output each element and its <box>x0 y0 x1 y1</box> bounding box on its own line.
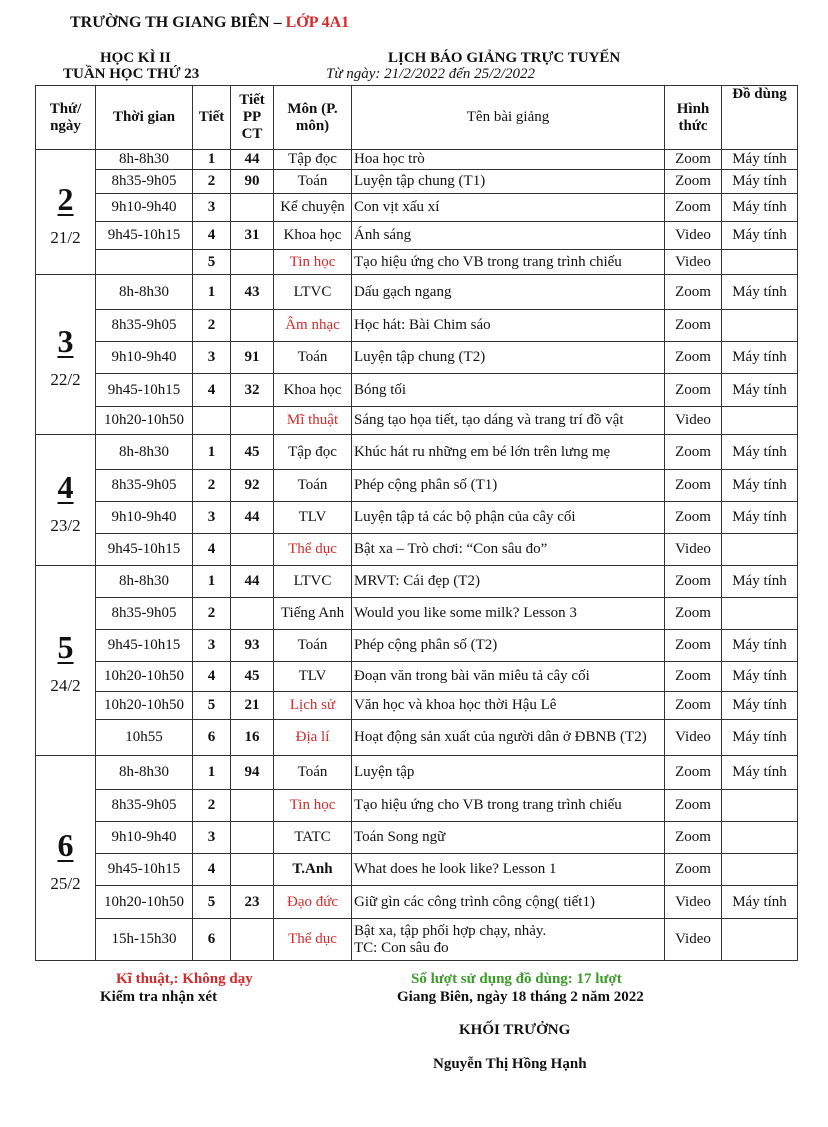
period-cell: 1 <box>193 150 231 170</box>
equipment-cell: Máy tính <box>722 275 798 310</box>
ppct-cell <box>231 919 274 961</box>
period-cell: 2 <box>193 598 231 630</box>
period-cell: 6 <box>193 919 231 961</box>
period-cell <box>193 407 231 435</box>
time-cell: 8h35-9h05 <box>96 598 193 630</box>
lesson-cell: Luyện tập <box>352 756 665 790</box>
subject-cell: Toán <box>274 470 352 502</box>
table-row <box>36 250 798 275</box>
subject-cell: Toán <box>274 756 352 790</box>
col-header-day: Thứ/ ngày <box>36 86 96 150</box>
lesson-cell: What does he look like? Lesson 1 <box>352 854 665 886</box>
format-cell: Zoom <box>665 170 722 194</box>
day-cell <box>36 566 96 756</box>
lesson-cell: Tạo hiệu ứng cho VB trong trang trình chiếu <box>352 790 665 822</box>
format-cell: Video <box>665 886 722 919</box>
format-cell: Zoom <box>665 275 722 310</box>
format-cell: Zoom <box>665 822 722 854</box>
table-row <box>36 275 798 310</box>
equipment-cell: Máy tính <box>722 566 798 598</box>
time-cell: 9h10-9h40 <box>96 342 193 374</box>
equipment-cell: Máy tính <box>722 222 798 250</box>
period-cell: 4 <box>193 662 231 692</box>
time-cell: 10h20-10h50 <box>96 662 193 692</box>
period-cell: 1 <box>193 756 231 790</box>
table-row <box>36 342 798 374</box>
ppct-cell: 45 <box>231 662 274 692</box>
table-row <box>36 310 798 342</box>
equipment-cell: Máy tính <box>722 502 798 534</box>
time-cell: 8h-8h30 <box>96 566 193 598</box>
ppct-cell: 31 <box>231 222 274 250</box>
table-row <box>36 692 798 720</box>
time-cell: 10h20-10h50 <box>96 886 193 919</box>
time-cell: 9h45-10h15 <box>96 854 193 886</box>
table-row <box>36 822 798 854</box>
period-cell: 3 <box>193 342 231 374</box>
period-cell: 3 <box>193 630 231 662</box>
class-name: LỚP 4A1 <box>285 14 350 31</box>
ppct-cell <box>231 790 274 822</box>
ppct-cell: 92 <box>231 470 274 502</box>
subject-cell: LTVC <box>274 275 352 310</box>
subject-cell: Khoa học <box>274 374 352 407</box>
format-cell: Zoom <box>665 435 722 470</box>
day-date: 21/2 <box>50 227 81 247</box>
lesson-cell: Học hát: Bài Chim sáo <box>352 310 665 342</box>
lesson-cell: Luyện tập chung (T2) <box>352 342 665 374</box>
time-cell: 9h45-10h15 <box>96 630 193 662</box>
format-cell: Zoom <box>665 374 722 407</box>
table-row <box>36 720 798 756</box>
time-cell: 10h20-10h50 <box>96 407 193 435</box>
equipment-cell: Máy tính <box>722 170 798 194</box>
lesson-cell: Đoạn văn trong bài văn miêu tả cây cối <box>352 662 665 692</box>
time-cell: 10h20-10h50 <box>96 692 193 720</box>
date-range: Từ ngày: 21/2/2022 đến 25/2/2022 <box>326 66 536 82</box>
day-number: 6 <box>57 826 74 863</box>
ppct-cell: 45 <box>231 435 274 470</box>
format-cell: Video <box>665 250 722 275</box>
note-right: Số lượt sử dụng đồ dùng: 17 lượt <box>411 971 622 987</box>
place-date: Giang Biên, ngày 18 tháng 2 năm 2022 <box>397 989 644 1005</box>
col-header-equipment: Đồ dùng <box>722 86 798 150</box>
day-number: 2 <box>57 180 74 217</box>
format-cell: Zoom <box>665 150 722 170</box>
time-cell: 10h55 <box>96 720 193 756</box>
period-cell: 4 <box>193 534 231 566</box>
ppct-cell: 16 <box>231 720 274 756</box>
time-cell: 15h-15h30 <box>96 919 193 961</box>
table-row <box>36 470 798 502</box>
ppct-cell: 90 <box>231 170 274 194</box>
equipment-cell <box>722 407 798 435</box>
format-cell: Zoom <box>665 310 722 342</box>
time-cell: 9h10-9h40 <box>96 502 193 534</box>
lesson-cell: Would you like some milk? Lesson 3 <box>352 598 665 630</box>
ppct-cell <box>231 194 274 222</box>
col-header-format: Hình thức <box>665 86 722 150</box>
ppct-cell <box>231 310 274 342</box>
table-row <box>36 598 798 630</box>
table-row <box>36 662 798 692</box>
equipment-cell: Máy tính <box>722 692 798 720</box>
ppct-cell <box>231 854 274 886</box>
period-cell: 5 <box>193 886 231 919</box>
format-cell: Zoom <box>665 662 722 692</box>
period-cell: 5 <box>193 250 231 275</box>
subject-cell: TLV <box>274 662 352 692</box>
period-cell: 6 <box>193 720 231 756</box>
table-row <box>36 566 798 598</box>
period-cell: 4 <box>193 222 231 250</box>
col-header-period: Tiết <box>193 86 231 150</box>
table-row <box>36 194 798 222</box>
format-cell: Video <box>665 222 722 250</box>
day-cell <box>36 150 96 275</box>
time-cell: 9h45-10h15 <box>96 222 193 250</box>
equipment-cell: Máy tính <box>722 150 798 170</box>
signer-role: KHỐI TRƯỞNG <box>459 1022 571 1038</box>
equipment-cell <box>722 822 798 854</box>
day-number: 4 <box>57 468 74 505</box>
lesson-cell: Giữ gìn các công trình công cộng( tiết1) <box>352 886 665 919</box>
subject-cell: Thể dục <box>274 919 352 961</box>
ppct-cell <box>231 598 274 630</box>
ppct-cell <box>231 250 274 275</box>
period-cell: 3 <box>193 194 231 222</box>
period-cell: 2 <box>193 170 231 194</box>
format-cell: Zoom <box>665 502 722 534</box>
subject-cell: TATC <box>274 822 352 854</box>
format-cell: Zoom <box>665 854 722 886</box>
time-cell <box>96 250 193 275</box>
format-cell: Zoom <box>665 194 722 222</box>
ppct-cell <box>231 407 274 435</box>
time-cell: 8h35-9h05 <box>96 310 193 342</box>
table-row <box>36 407 798 435</box>
week-label: TUẦN HỌC THỨ 23 <box>63 66 200 82</box>
format-cell: Zoom <box>665 790 722 822</box>
period-cell: 3 <box>193 822 231 854</box>
subject-cell: Tin học <box>274 790 352 822</box>
ppct-cell: 44 <box>231 502 274 534</box>
lesson-cell: Hoạt động sản xuất của người dân ở ĐBNB (T2) <box>352 720 665 756</box>
time-cell: 8h35-9h05 <box>96 790 193 822</box>
equipment-cell: Máy tính <box>722 662 798 692</box>
table-row <box>36 854 798 886</box>
page-title: LỊCH BÁO GIẢNG TRỰC TUYẾN <box>388 50 621 66</box>
lesson-cell: Tạo hiệu ứng cho VB trong trang trình chiếu <box>352 250 665 275</box>
ppct-cell: 23 <box>231 886 274 919</box>
format-cell: Zoom <box>665 566 722 598</box>
equipment-cell: Máy tính <box>722 470 798 502</box>
lesson-cell: Văn học và khoa học thời Hậu Lê <box>352 692 665 720</box>
format-cell: Zoom <box>665 598 722 630</box>
lesson-cell: Ánh sáng <box>352 222 665 250</box>
equipment-cell <box>722 310 798 342</box>
table-row <box>36 170 798 194</box>
lesson-cell: MRVT: Cái đẹp (T2) <box>352 566 665 598</box>
table-row <box>36 790 798 822</box>
subject-cell: Tin học <box>274 250 352 275</box>
format-cell: Zoom <box>665 692 722 720</box>
period-cell: 4 <box>193 374 231 407</box>
format-cell: Video <box>665 919 722 961</box>
equipment-cell <box>722 598 798 630</box>
format-cell: Zoom <box>665 630 722 662</box>
table-header-row <box>36 86 798 150</box>
format-cell: Video <box>665 720 722 756</box>
period-cell: 1 <box>193 566 231 598</box>
ppct-cell: 44 <box>231 566 274 598</box>
day-number: 3 <box>57 323 74 359</box>
period-cell: 4 <box>193 854 231 886</box>
lesson-cell: Bóng tối <box>352 374 665 407</box>
lesson-cell: Khúc hát ru những em bé lớn trên lưng mẹ <box>352 435 665 470</box>
equipment-cell <box>722 790 798 822</box>
lesson-cell: Luyện tập chung (T1) <box>352 170 665 194</box>
school-name: TRƯỜNG TH GIANG BIÊN – <box>70 14 286 31</box>
period-cell: 2 <box>193 470 231 502</box>
table-row <box>36 630 798 662</box>
period-cell: 2 <box>193 790 231 822</box>
lesson-cell: Con vịt xấu xí <box>352 194 665 222</box>
period-cell: 2 <box>193 310 231 342</box>
day-number: 5 <box>57 629 74 665</box>
subject-cell: Tập đọc <box>274 150 352 170</box>
format-cell: Zoom <box>665 756 722 790</box>
period-cell: 1 <box>193 275 231 310</box>
format-cell: Video <box>665 534 722 566</box>
note-left: Kĩ thuật,: Không dạy <box>116 971 253 987</box>
subject-cell: TLV <box>274 502 352 534</box>
table-row <box>36 222 798 250</box>
ppct-cell: 93 <box>231 630 274 662</box>
day-date: 22/2 <box>50 370 81 389</box>
subject-cell: Toán <box>274 170 352 194</box>
subject-cell: T.Anh <box>274 854 352 886</box>
format-cell: Video <box>665 407 722 435</box>
time-cell: 8h-8h30 <box>96 756 193 790</box>
lesson-cell: Phép cộng phân số (T2) <box>352 630 665 662</box>
period-cell: 5 <box>193 692 231 720</box>
day-date: 25/2 <box>50 873 81 893</box>
time-cell: 8h35-9h05 <box>96 470 193 502</box>
equipment-cell: Máy tính <box>722 886 798 919</box>
lesson-cell: Sáng tạo họa tiết, tạo dáng và trang trí đồ vật <box>352 407 665 435</box>
day-date: 24/2 <box>50 676 81 695</box>
time-cell: 8h-8h30 <box>96 275 193 310</box>
equipment-cell <box>722 854 798 886</box>
equipment-cell <box>722 919 798 961</box>
table-row <box>36 886 798 919</box>
day-date: 23/2 <box>50 515 81 535</box>
subject-cell: Tiếng Anh <box>274 598 352 630</box>
col-header-ppct: Tiết PP CT <box>231 86 274 150</box>
table-row <box>36 435 798 470</box>
subject-cell: Âm nhạc <box>274 310 352 342</box>
format-cell: Zoom <box>665 342 722 374</box>
subject-cell: Địa lí <box>274 720 352 756</box>
lesson-cell: Bật xa – Trò chơi: “Con sâu đo” <box>352 534 665 566</box>
subject-cell: Thể dục <box>274 534 352 566</box>
col-header-lesson: Tên bài giảng <box>352 86 665 150</box>
subject-cell: Toán <box>274 342 352 374</box>
time-cell: 9h45-10h15 <box>96 534 193 566</box>
ppct-cell: 21 <box>231 692 274 720</box>
ppct-cell: 44 <box>231 150 274 170</box>
lesson-cell: Toán Song ngữ <box>352 822 665 854</box>
table-row <box>36 150 798 170</box>
time-cell: 9h10-9h40 <box>96 822 193 854</box>
school-title <box>70 14 349 32</box>
day-cell <box>36 275 96 435</box>
equipment-cell <box>722 250 798 275</box>
day-cell <box>36 435 96 566</box>
time-cell: 9h10-9h40 <box>96 194 193 222</box>
subject-cell: Lịch sử <box>274 692 352 720</box>
ppct-cell <box>231 534 274 566</box>
lesson-cell: Phép cộng phân số (T1) <box>352 470 665 502</box>
time-cell: 8h-8h30 <box>96 150 193 170</box>
equipment-cell: Máy tính <box>722 630 798 662</box>
time-cell: 8h35-9h05 <box>96 170 193 194</box>
table-row <box>36 756 798 790</box>
equipment-cell <box>722 534 798 566</box>
equipment-cell: Máy tính <box>722 194 798 222</box>
ppct-cell <box>231 822 274 854</box>
ppct-cell: 43 <box>231 275 274 310</box>
table-row <box>36 919 798 961</box>
format-cell: Zoom <box>665 470 722 502</box>
ppct-cell: 91 <box>231 342 274 374</box>
period-cell: 1 <box>193 435 231 470</box>
day-cell <box>36 756 96 961</box>
subject-cell: Khoa học <box>274 222 352 250</box>
subject-cell: Toán <box>274 630 352 662</box>
col-header-time: Thời gian <box>96 86 193 150</box>
subject-cell: Đạo đức <box>274 886 352 919</box>
equipment-cell: Máy tính <box>722 374 798 407</box>
subject-cell: Tập đọc <box>274 435 352 470</box>
period-cell: 3 <box>193 502 231 534</box>
lesson-cell: Bật xa, tập phối hợp chạy, nhảy. TC: Con sâu đo <box>352 919 665 961</box>
equipment-cell: Máy tính <box>722 435 798 470</box>
ppct-cell: 94 <box>231 756 274 790</box>
lesson-cell: Dấu gạch ngang <box>352 275 665 310</box>
ppct-cell: 32 <box>231 374 274 407</box>
subject-cell: Mĩ thuật <box>274 407 352 435</box>
signer-name: Nguyễn Thị Hồng Hạnh <box>433 1056 587 1072</box>
time-cell: 8h-8h30 <box>96 435 193 470</box>
col-header-subject: Môn (P. môn) <box>274 86 352 150</box>
check-label: Kiểm tra nhận xét <box>100 989 218 1005</box>
table-row <box>36 502 798 534</box>
lesson-cell: Hoa học trò <box>352 150 665 170</box>
time-cell: 9h45-10h15 <box>96 374 193 407</box>
equipment-cell: Máy tính <box>722 720 798 756</box>
schedule-table <box>35 85 798 961</box>
subject-cell: Kể chuyện <box>274 194 352 222</box>
subject-cell: LTVC <box>274 566 352 598</box>
equipment-cell: Máy tính <box>722 342 798 374</box>
table-row <box>36 374 798 407</box>
lesson-cell: Luyện tập tả các bộ phận của cây cối <box>352 502 665 534</box>
semester: HỌC KÌ II <box>100 50 171 66</box>
table-row <box>36 534 798 566</box>
equipment-cell: Máy tính <box>722 756 798 790</box>
